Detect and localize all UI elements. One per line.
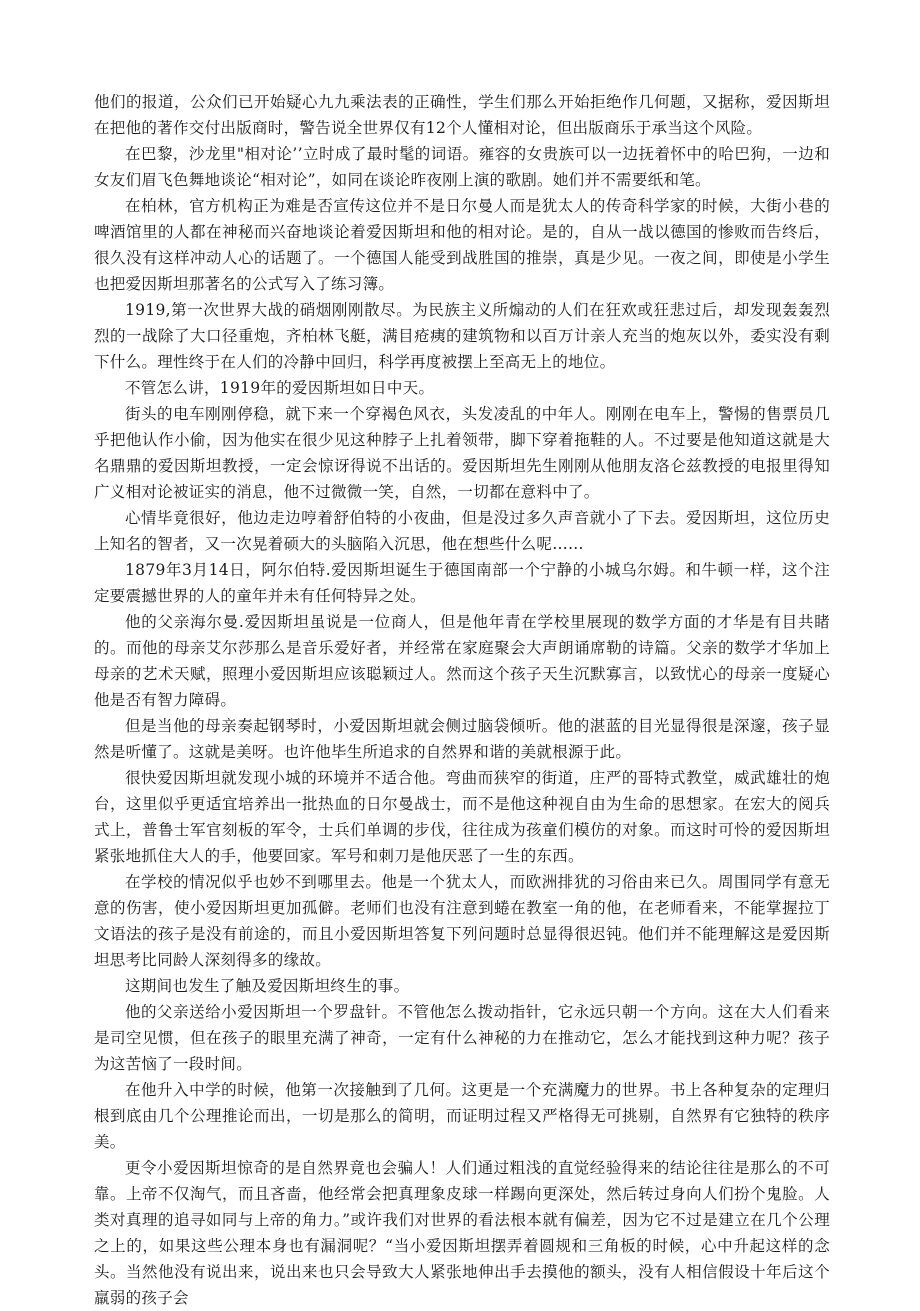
paragraph: 1919,第一次世界大战的硝烟刚刚散尽。为民族主义所煽动的人们在狂欢或狂悲过后，却发现轰轰烈烈的一战除了大口径重炮，齐柏林飞艇，满目疮痍的建筑物和以百万计亲人充当的炮灰以外，委实没有剩下什么。理性终于在人们的冷静中回归，科学再度被摆上至高无上的地位。 — [94, 301, 830, 371]
paragraph: 很快爱因斯坦就发现小城的环境并不适合他。弯曲而狭窄的街道，庄严的哥特式教堂，威武雄壮的炮台，这里似乎更适宜培养出一批热血的日尔曼战士，而不是他这种视自由为生命的思想家。在宏大的阅兵式上，普鲁士军官刻板的军令，士兵们单调的步伐，往往成为孩童们模仿的对象。而这时可怜的爱因斯坦紧张地抓住大人的手，他要回家。军号和刺刀是他厌恶了一生的东西。 — [94, 769, 830, 865]
paragraph: 在巴黎，沙龙里"相对论’’立时成了最时髦的词语。雍容的女贵族可以一边抚着怀中的哈巴狗，一边和女友们眉飞色舞地谈论“相对论”，如同在谈论昨夜刚上演的歌剧。她们并不需要纸和笔。 — [94, 145, 830, 189]
paragraph: 在学校的情况似乎也妙不到哪里去。他是一个犹太人，而欧洲排犹的习俗由来已久。周围同学有意无意的伤害，使小爱因斯坦更加孤僻。老师们也没有注意到蜷在教室一角的他，在老师看来，不能掌握拉丁文语法的孩子是没有前途的，而且小爱因斯坦答复下列问题时总显得很迟钝。他们并不能理解这是爱因斯坦思考比同龄人深刻得多的缘故。 — [94, 873, 830, 969]
paragraph: 不管怎么讲，1919年的爱因斯坦如日中天。 — [125, 379, 435, 397]
paragraph: 街头的电车刚刚停稳，就下来一个穿褐色风衣，头发凌乱的中年人。刚刚在电车上，警惕的售票员几乎把他认作小偷，因为他实在很少见这种脖子上扎着领带，脚下穿着拖鞋的人。不过要是他知道这就是大名鼎鼎的爱因斯坦教授，一定会惊讶得说不出话的。爱因斯坦先生刚刚从他朋友洛仑兹教授的电报里得知广义相对论被证实的消息，他不过微微一笑，自然，一切都在意料中了。 — [94, 405, 830, 501]
document-body — [94, 89, 830, 1311]
paragraph: 这期间也发生了触及爱因斯坦终生的事。 — [125, 977, 410, 995]
paragraph: 在他升入中学的时候，他第一次接触到了几何。这更是一个充满魔力的世界。书上各种复杂的定理归根到底由几个公理推论而出，一切是那么的简明，而证明过程又严格得无可挑剔，自然界有它独特的秩序美。 — [94, 1081, 830, 1151]
paragraph: 他们的报道，公众们已开始疑心九九乘法表的正确性，学生们那么开始拒绝作几何题，又据称，爱因斯坦在把他的著作交付出版商时，警告说全世界仅有12个人懂相对论，但出版商乐于承当这个风险。 — [94, 93, 830, 137]
paragraph: 但是当他的母亲奏起钢琴时，小爱因斯坦就会侧过脑袋倾听。他的湛蓝的目光显得很是深邃，孩子显然是听懂了。这就是美呀。也许他毕生所追求的自然界和谐的美就根源于此。 — [94, 717, 830, 761]
paragraph: 他的父亲送给小爱因斯坦一个罗盘针。不管他怎么拨动指针，它永远只朝一个方向。这在大人们看来是司空见惯，但在孩子的眼里充满了神奇，一定有什么神秘的力在推动它，怎么才能找到这种力呢？孩子为这苦恼了一段时间。 — [94, 1003, 830, 1073]
paragraph: 1879年3月14日，阿尔伯特.爱因斯坦诞生于德国南部一个宁静的小城乌尔姆。和牛顿一样，这个注定要震撼世界的人的童年并未有任何特异之处。 — [94, 561, 830, 605]
paragraph: 他的父亲海尔曼.爱因斯坦虽说是一位商人，但是他年青在学校里展现的数学方面的才华是有目共睹的。而他的母亲艾尔莎那么是音乐爱好者，并经常在家庭聚会大声朗诵席勒的诗篇。父亲的数学才华加上母亲的艺术天赋，照理小爱因斯坦应该聪颖过人。然而这个孩子天生沉默寡言，以致忧心的母亲一度疑心他是否有智力障碍。 — [94, 613, 830, 709]
paragraph: 心情毕竟很好，他边走边哼着舒伯特的小夜曲，但是没过多久声音就小了下去。爱因斯坦，这位历史上知名的智者，又一次晃着硕大的头脑陷入沉思，他在想些什么呢…… — [94, 509, 830, 553]
paragraph: 在柏林，官方机构正为难是否宣传这位并不是日尔曼人而是犹太人的传奇科学家的时候，大街小巷的啤酒馆里的人都在神秘而兴奋地谈论着爱因斯坦和他的相对论。是的，自从一战以德国的惨败而告终后，很久没有这样冲动人心的话题了。一个德国人能受到战胜国的推崇，真是少见。一夜之间，即使是小学生也把爱因斯坦那著名的公式写入了练习簿。 — [94, 197, 830, 293]
paragraph: 更令小爱因斯坦惊奇的是自然界竟也会骗人！人们通过粗浅的直觉经验得来的结论往往是那么的不可靠。上帝不仅淘气，而且吝啬，他经常会把真理象皮球一样踢向更深处，然后转过身向人们扮个鬼脸。人类对真理的追寻如同与上帝的角力。”或许我们对世界的看法根本就有偏差，因为它不过是建立在几个公理之上的，如果这些公理本身也有漏洞呢？“当小爱因斯坦摆弄着圆规和三角板的时候，心中升起这样的念头。当然他没有说出来，说出来也只会导致大人紧张地伸出手去摸他的额头，没有人相信假设十年后这个羸弱的孩子会 — [94, 1159, 830, 1307]
